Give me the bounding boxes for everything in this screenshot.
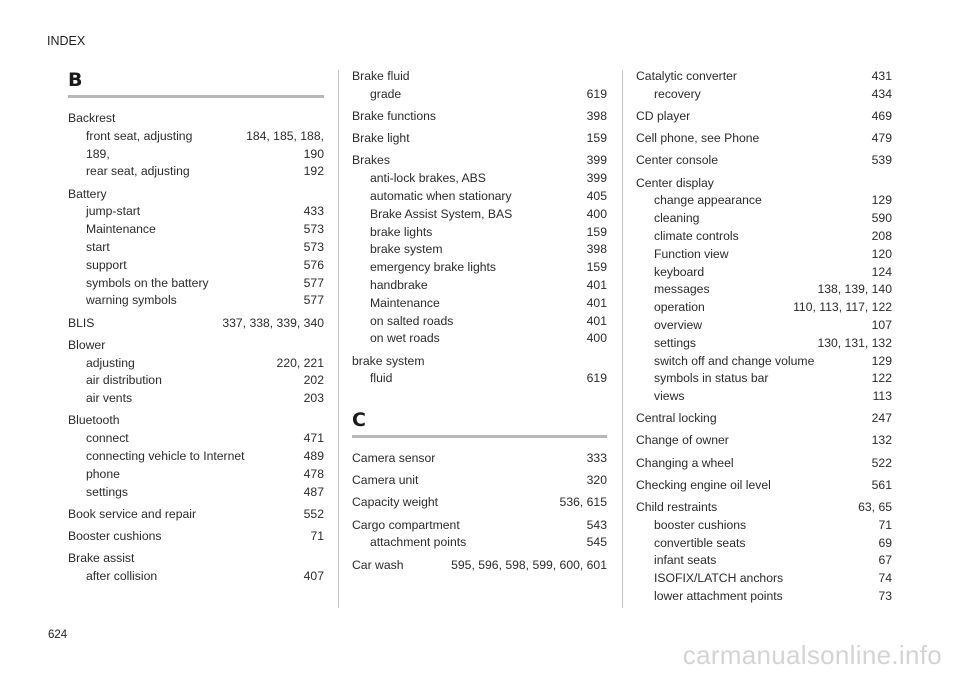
index-term: CD player — [636, 108, 691, 123]
index-subterm: connecting vehicle to Internet — [86, 448, 245, 463]
index-subentry-row — [68, 257, 324, 275]
index-entry — [352, 557, 607, 575]
index-page-refs: 129 — [871, 193, 892, 208]
index-subentry-row — [68, 292, 324, 310]
index-subterm: infant seats — [654, 553, 717, 568]
index-entry — [636, 477, 892, 495]
index-page-refs: 113 — [872, 389, 892, 404]
index-subterm: attachment points — [370, 535, 467, 550]
index-page-refs: 405 — [586, 188, 607, 203]
index-term: Cargo compartment — [352, 517, 460, 532]
index-subentry-row — [68, 372, 324, 390]
index-term: Brake assist — [68, 551, 135, 566]
index-page-refs: 159 — [586, 224, 607, 239]
index-entry-row — [636, 499, 892, 517]
index-page-refs: 399 — [586, 153, 607, 168]
index-subentry-row — [68, 466, 324, 484]
index-subterm: connect — [86, 431, 129, 446]
index-subentry-row — [636, 388, 892, 406]
index-subentry-row — [352, 170, 607, 188]
index-subterm: support — [86, 257, 127, 272]
index-subentry-row — [352, 188, 607, 206]
index-term: Center display — [636, 175, 714, 190]
index-subentry-list — [68, 203, 324, 310]
index-subentry-row — [636, 335, 892, 353]
index-page-refs: 190 — [303, 146, 324, 161]
section-letter: C — [352, 409, 366, 432]
index-page-refs: 337, 338, 339, 340 — [222, 315, 324, 330]
index-subterm: change appearance — [654, 193, 762, 208]
index-subentry-row — [352, 206, 607, 224]
index-entry-list — [352, 450, 607, 574]
index-page-refs: 400 — [586, 206, 607, 221]
index-page-refs: 73 — [878, 589, 892, 604]
index-subentry-row — [68, 484, 324, 502]
index-entry-list — [636, 68, 892, 606]
index-subterm: on salted roads — [370, 313, 454, 328]
index-page-refs: 400 — [586, 331, 607, 346]
index-subterm: phone — [86, 466, 120, 481]
index-subentry-row — [68, 355, 324, 373]
index-entry — [68, 186, 324, 311]
index-term: Capacity weight — [352, 495, 439, 510]
index-page-refs: 202 — [303, 373, 324, 388]
index-page-refs: 129 — [871, 353, 892, 368]
index-page-refs: 208 — [871, 228, 892, 243]
index-subterm: Maintenance — [86, 222, 156, 237]
index-page-refs: 407 — [303, 568, 324, 583]
index-term: Camera sensor — [352, 451, 436, 466]
index-page-refs: 577 — [303, 293, 324, 308]
index-page-refs: 479 — [871, 131, 892, 146]
index-term: Brake light — [352, 131, 410, 146]
index-page-refs: 561 — [871, 477, 892, 492]
index-entry-row — [636, 455, 892, 473]
index-page-refs: 398 — [586, 242, 607, 257]
index-subentry-row — [636, 588, 892, 606]
index-subterm: Maintenance — [370, 295, 440, 310]
index-subentry-row — [352, 224, 607, 242]
index-term: Checking engine oil level — [636, 477, 771, 492]
index-entry — [636, 410, 892, 428]
index-subentry-row — [636, 552, 892, 570]
index-page-refs: 130, 131, 132 — [817, 335, 892, 350]
index-subentry-row — [352, 295, 607, 313]
index-entry-row — [68, 186, 324, 204]
index-page-refs: 595, 596, 598, 599, 600, 601 — [451, 557, 607, 572]
index-page-refs: 132 — [871, 433, 892, 448]
index-page-refs: 203 — [303, 391, 324, 406]
index-page-refs: 159 — [586, 131, 607, 146]
index-entry-row — [68, 337, 324, 355]
section-rule — [68, 95, 324, 98]
index-term: Center console — [636, 153, 718, 168]
index-entry-row — [636, 152, 892, 170]
index-subentry-row — [636, 535, 892, 553]
index-subentry-list — [352, 370, 607, 388]
index-entry-row — [636, 432, 892, 450]
letter-section-header — [352, 408, 607, 438]
index-subterm: messages — [654, 282, 710, 297]
page-header-title: INDEX — [47, 34, 86, 48]
index-entry — [636, 175, 892, 406]
index-page-refs: 192 — [303, 164, 324, 179]
index-page-refs: 159 — [586, 260, 607, 275]
index-column-2 — [352, 68, 607, 579]
index-subterm-cont: 189, — [86, 146, 110, 161]
index-page-refs: 107 — [871, 317, 892, 332]
index-subterm: Brake Assist System, BAS — [370, 206, 513, 221]
index-term: Battery — [68, 186, 107, 201]
index-subterm: symbols in status bar — [654, 371, 769, 386]
index-page-refs: 184, 185, 188, — [246, 128, 324, 143]
index-term: Car wash — [352, 557, 404, 572]
index-subentry-list — [636, 517, 892, 606]
index-subentry-row — [352, 534, 607, 552]
index-page-refs: 619 — [586, 86, 607, 101]
index-page-refs: 487 — [303, 484, 324, 499]
index-subentry-row — [636, 246, 892, 264]
index-subentry-row — [68, 568, 324, 586]
index-page-refs: 399 — [586, 171, 607, 186]
index-page-refs: 552 — [303, 506, 324, 521]
index-subterm: symbols on the battery — [86, 275, 209, 290]
index-subterm: lower attachment points — [654, 589, 783, 604]
index-page-refs: 489 — [303, 448, 324, 463]
index-term: Bluetooth — [68, 413, 120, 428]
section-letter: B — [68, 69, 83, 91]
index-page-refs: 71 — [310, 528, 324, 543]
index-entry — [68, 412, 324, 501]
index-page-refs: 401 — [586, 277, 607, 292]
index-subterm: overview — [654, 317, 703, 332]
index-subterm: after collision — [86, 568, 158, 583]
index-entry-row — [352, 130, 607, 148]
index-page-refs: 124 — [871, 264, 892, 279]
index-subentry-list — [68, 568, 324, 586]
index-page-refs: 573 — [303, 239, 324, 254]
index-page-refs: 576 — [303, 257, 324, 272]
index-subentry-row — [352, 241, 607, 259]
index-entry-row — [352, 494, 607, 512]
index-entry — [68, 528, 324, 546]
index-entry-row — [352, 152, 607, 170]
index-subterm: settings — [86, 484, 129, 499]
index-subterm: grade — [370, 86, 402, 101]
index-entry — [68, 110, 324, 181]
watermark-logo: carmanualsonline.info — [682, 640, 942, 670]
index-subterm: ISOFIX/LATCH anchors — [654, 571, 784, 586]
index-subentry-row — [352, 330, 607, 348]
index-entry — [352, 68, 607, 104]
index-entry-row — [352, 353, 607, 371]
index-subentry-continuation — [68, 146, 324, 164]
index-page-refs: 431 — [871, 69, 892, 83]
index-subterm: air vents — [86, 391, 133, 406]
index-subentry-row — [68, 128, 324, 146]
index-page-refs: 573 — [303, 222, 324, 237]
index-subentry-list — [636, 86, 892, 104]
index-term: Camera unit — [352, 473, 419, 488]
index-page-refs: 122 — [871, 371, 892, 386]
index-subentry-row — [352, 259, 607, 277]
index-term: Change of owner — [636, 433, 729, 448]
index-subentry-row — [68, 239, 324, 257]
index-subentry-list — [68, 128, 324, 181]
index-entry — [68, 315, 324, 333]
index-subentry-row — [636, 299, 892, 317]
index-subentry-row — [636, 517, 892, 535]
index-page-refs: 110, 113, 117, 122 — [793, 300, 892, 315]
index-entry — [636, 108, 892, 126]
index-entry-list — [68, 110, 324, 586]
index-page-refs: 67 — [878, 553, 892, 568]
index-entry — [636, 130, 892, 148]
index-subentry-row — [636, 317, 892, 335]
index-term: Changing a wheel — [636, 455, 734, 470]
index-entry-list — [352, 68, 607, 388]
index-subentry-row — [636, 264, 892, 282]
index-entry — [636, 432, 892, 450]
index-page-refs: 471 — [303, 431, 324, 446]
index-entry — [68, 337, 324, 408]
index-page-refs: 619 — [586, 371, 607, 386]
index-entry-row — [68, 315, 324, 333]
index-subterm: settings — [654, 335, 697, 350]
index-entry-row — [352, 517, 607, 535]
index-subentry-row — [636, 570, 892, 588]
index-entry-row — [636, 108, 892, 126]
index-subterm: climate controls — [654, 228, 739, 243]
index-entry-row — [352, 557, 607, 575]
index-page-refs: 120 — [871, 246, 892, 261]
index-subterm: anti-lock brakes, ABS — [370, 171, 486, 186]
index-subentry-row — [352, 277, 607, 295]
index-subentry-row — [68, 448, 324, 466]
index-subterm: rear seat, adjusting — [86, 164, 190, 179]
index-term: Blower — [68, 337, 106, 352]
index-page-refs: 63, 65 — [858, 500, 892, 515]
index-subentry-row — [636, 86, 892, 104]
index-subterm: emergency brake lights — [370, 260, 496, 275]
index-page-refs: 71 — [878, 517, 892, 532]
index-entry — [636, 152, 892, 170]
index-page-refs: 590 — [871, 211, 892, 226]
index-entry — [352, 494, 607, 512]
index-page-refs: 247 — [871, 411, 892, 426]
index-page-refs: 478 — [303, 466, 324, 481]
index-entry — [352, 517, 607, 553]
index-entry-row — [68, 412, 324, 430]
index-column-1 — [68, 68, 324, 590]
index-page-refs: 522 — [871, 455, 892, 470]
index-entry-row — [352, 450, 607, 468]
index-subentry-row — [352, 370, 607, 388]
index-page-refs: 401 — [586, 295, 607, 310]
index-term: Brakes — [352, 153, 390, 168]
index-entry-row — [636, 477, 892, 495]
index-entry — [352, 130, 607, 148]
index-page-refs: 69 — [878, 535, 892, 550]
index-entry — [68, 550, 324, 586]
index-subentry-list — [68, 430, 324, 501]
index-subentry-row — [636, 210, 892, 228]
index-term: Cell phone, see Phone — [636, 131, 760, 146]
index-page-refs: 577 — [303, 275, 324, 290]
index-entry — [636, 499, 892, 606]
index-page-refs: 138, 139, 140 — [817, 282, 892, 297]
letter-section-header — [68, 68, 324, 98]
index-term: Book service and repair — [68, 506, 197, 521]
index-page-refs: 539 — [871, 153, 892, 168]
index-entry-row — [636, 410, 892, 428]
index-entry-row — [636, 130, 892, 148]
index-subterm: adjusting — [86, 355, 135, 370]
index-entry — [352, 108, 607, 126]
index-subterm: keyboard — [654, 264, 705, 279]
index-entry-row — [636, 68, 892, 86]
index-subentry-row — [636, 281, 892, 299]
index-page-refs: 545 — [586, 535, 607, 550]
index-subentry-row — [636, 192, 892, 210]
index-term: Brake fluid — [352, 69, 410, 83]
column-divider — [622, 70, 623, 608]
index-subterm: recovery — [654, 86, 701, 101]
index-subentry-list — [352, 534, 607, 552]
index-term: Backrest — [68, 111, 116, 125]
index-subterm: air distribution — [86, 373, 162, 388]
index-subterm: booster cushions — [654, 517, 747, 532]
index-entry-row — [636, 175, 892, 193]
index-subentry-list — [352, 170, 607, 348]
index-term: Child restraints — [636, 500, 718, 515]
index-entry-row — [68, 528, 324, 546]
section-rule — [352, 435, 607, 438]
index-term: brake system — [352, 353, 425, 368]
index-column-3 — [636, 68, 892, 610]
index-entry-row — [68, 550, 324, 568]
index-page-refs: 469 — [871, 108, 892, 123]
index-subterm: on wet roads — [370, 331, 440, 346]
index-page-refs: 401 — [586, 313, 607, 328]
index-page-refs: 74 — [878, 571, 892, 586]
index-entry — [636, 68, 892, 104]
index-subterm: views — [654, 389, 685, 404]
index-subterm: cleaning — [654, 211, 700, 226]
index-subterm: switch off and change volume — [654, 353, 815, 368]
index-page-refs: 220, 221 — [276, 355, 324, 370]
index-subterm: operation — [654, 300, 705, 315]
index-page-refs: 543 — [586, 517, 607, 532]
index-subterm: automatic when stationary — [370, 188, 512, 203]
index-term: Catalytic converter — [636, 69, 737, 83]
index-entry-row — [352, 108, 607, 126]
index-subterm: convertible seats — [654, 535, 746, 550]
index-term: Booster cushions — [68, 528, 162, 543]
index-subentry-row — [68, 203, 324, 221]
index-entry-row — [68, 506, 324, 524]
index-subterm: warning symbols — [86, 293, 177, 308]
index-subentry-list — [352, 86, 607, 104]
index-subentry-row — [352, 86, 607, 104]
index-subterm: jump-start — [86, 204, 141, 219]
index-subterm: Function view — [654, 246, 729, 261]
index-subentry-list — [636, 192, 892, 406]
index-subterm: start — [86, 239, 110, 254]
index-subentry-row — [68, 430, 324, 448]
index-subentry-list — [68, 355, 324, 408]
index-page-refs: 434 — [871, 86, 892, 101]
index-entry — [68, 506, 324, 524]
index-subterm: brake lights — [370, 224, 433, 239]
index-subterm: front seat, adjusting — [86, 128, 193, 143]
index-subterm: brake system — [370, 242, 443, 257]
index-entry — [352, 472, 607, 490]
index-term: Brake functions — [352, 108, 437, 123]
index-entry — [636, 455, 892, 473]
index-subentry-row — [636, 370, 892, 388]
index-subentry-row — [636, 353, 892, 371]
index-subterm: handbrake — [370, 277, 428, 292]
index-entry — [352, 152, 607, 348]
index-subentry-row — [68, 275, 324, 293]
index-page-refs: 398 — [586, 108, 607, 123]
index-subentry-row — [636, 228, 892, 246]
index-subterm: fluid — [370, 371, 393, 386]
index-term: BLIS — [68, 315, 95, 330]
column-divider — [338, 70, 339, 608]
index-subentry-row — [68, 390, 324, 408]
index-subentry-row — [352, 313, 607, 331]
index-subentry-row — [68, 221, 324, 239]
index-entry-row — [68, 110, 324, 128]
index-subentry-row — [68, 163, 324, 181]
index-page-refs: 320 — [586, 473, 607, 488]
index-page-refs: 536, 615 — [559, 495, 607, 510]
index-entry — [352, 450, 607, 468]
page-number: 624 — [48, 629, 68, 641]
index-term: Central locking — [636, 411, 717, 426]
index-entry — [352, 353, 607, 389]
index-entry-row — [352, 472, 607, 490]
index-page-refs: 433 — [303, 204, 324, 219]
index-entry-row — [352, 68, 607, 86]
index-page-refs: 333 — [586, 451, 607, 466]
